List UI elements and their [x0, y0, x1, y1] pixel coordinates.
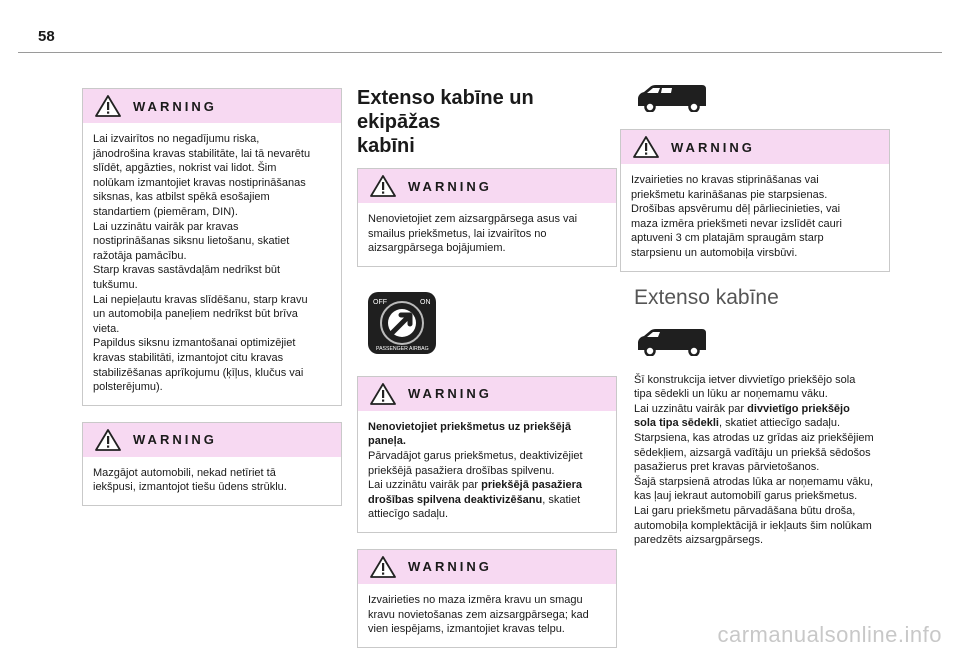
- heading-line: Extenso kabīne un ekipāžas: [357, 87, 534, 133]
- text-line: vien iespējams, izmantojiet kravas telpu.: [368, 623, 565, 636]
- warning-box: [82, 422, 342, 506]
- text-line: Šī konstrukcija ietver divvietīgo priekšējo sola: [634, 373, 856, 386]
- text-line: starpsienu un automobiļa virsbūvi.: [631, 246, 798, 259]
- text-line: Nenovietojiet priekšmetus uz priekšējā: [368, 420, 571, 433]
- warning-title: WARNING: [133, 432, 217, 448]
- passenger-airbag-switch-icon: [367, 291, 437, 355]
- warning-box: [357, 376, 617, 533]
- warning-title: WARNING: [408, 178, 492, 194]
- body-text: [634, 373, 890, 548]
- text-span: , skatiet: [542, 493, 581, 506]
- warning-text: [83, 457, 341, 505]
- page-number: 58: [38, 28, 55, 45]
- section-heading: Extenso kabīne: [634, 285, 779, 309]
- warning-text: [621, 164, 889, 271]
- text-span-bold: sola tipa sēdekli: [634, 417, 719, 430]
- text-line: priekšējā pasažiera drošības spilvenu.: [368, 464, 555, 477]
- airbag-label: PASSENGER AIRBAG: [376, 345, 429, 352]
- text-line: siksnas, kas atbilst spēkā esošajiem: [93, 191, 270, 204]
- warning-title: WARNING: [408, 386, 492, 402]
- text-line: kravu novietošanas zem aizsargpārsega; kad: [368, 608, 589, 621]
- warning-header: [358, 377, 616, 411]
- warning-triangle-icon: [95, 94, 121, 118]
- text-line: iekšpusi, izmantojot tiešu ūdens strūklu.: [93, 481, 287, 494]
- text-line: nolūkam izmantojiet kravas nostiprināšanas: [93, 176, 306, 189]
- text-line: Starpsiena, kas atrodas uz grīdas aiz priekšējiem: [634, 431, 874, 444]
- warning-header: [83, 423, 341, 457]
- text-line: Izvairieties no kravas stiprināšanas vai: [631, 174, 819, 186]
- warning-text: [358, 584, 616, 647]
- warning-triangle-icon: [370, 382, 396, 406]
- text-line: Mazgājot automobili, nekad netīriet tā: [93, 466, 276, 479]
- text-span: , skatiet attiecīgo sadaļu.: [718, 417, 841, 430]
- header-divider: [18, 52, 942, 53]
- warning-header: [83, 89, 341, 123]
- warning-triangle-icon: [95, 428, 121, 452]
- text-line: [368, 493, 606, 508]
- crew-cab-van-icon: [634, 84, 708, 112]
- warning-title: WARNING: [408, 559, 492, 575]
- watermark: carmanualsonline.info: [717, 622, 942, 647]
- warning-title: WARNING: [671, 139, 755, 155]
- text-line: Izvairieties no maza izmēra kravu un smagu: [368, 593, 583, 606]
- text-span-bold: drošības spilvena deaktivizēšanu: [368, 493, 543, 506]
- text-line: Papildus siksnu izmantošanai optimizējiet: [93, 337, 296, 350]
- text-line: smailus priekšmetus, lai izvairītos no: [368, 227, 547, 240]
- text-line: standartiem (piemēram, DIN).: [93, 205, 238, 218]
- column-2: [357, 78, 617, 662]
- text-line: pasažierus pret kravas pārvietošanos.: [634, 461, 820, 474]
- text-line: tukšumu.: [93, 278, 138, 291]
- text-line: vieta.: [93, 322, 120, 335]
- text-line: Starp kravas sastāvdaļām nedrīkst būt: [93, 264, 281, 277]
- text-line: Šajā starpsienā atrodas lūka ar noņemamu vāku,: [634, 475, 874, 488]
- text-line: un automobiļa paneļiem nedrīkst būt brīva: [93, 308, 298, 321]
- warning-text: [358, 411, 616, 532]
- text-line: Nenovietojiet zem aizsargpārsega asus vai: [368, 213, 578, 225]
- text-line: Drošības apsvērumu dēļ pārliecinieties, vai: [631, 203, 841, 216]
- text-line: automobiļa komplektācijā ir iekļauts šim nolūkam: [634, 519, 872, 532]
- warning-box: [82, 88, 342, 406]
- text-line: stabilizēšanas aprīkojumu (ķīļus, klučus vai: [93, 366, 304, 379]
- text-line: aptuveni 3 cm platajām spraugām starp: [631, 232, 824, 245]
- warning-triangle-icon: [370, 174, 396, 198]
- text-line: aizsargpārsega bojājumiem.: [368, 242, 506, 255]
- text-span-bold: priekšējā pasažiera: [481, 479, 583, 492]
- text-line: Pārvadājot garus priekšmetus, deaktivizējiet: [368, 449, 583, 462]
- text-line: Lai uzzinātu vairāk par kravas: [93, 220, 239, 233]
- text-line: [368, 478, 606, 493]
- airbag-off-label: OFF: [373, 298, 387, 306]
- warning-header: [358, 550, 616, 584]
- text-line: [634, 402, 890, 417]
- warning-triangle-icon: [633, 135, 659, 159]
- column-3: [620, 78, 890, 548]
- text-line: kravas stabilitāti, izmantojot citu kravas: [93, 351, 284, 364]
- warning-triangle-icon: [370, 555, 396, 579]
- text-line: Lai nepieļautu kravas slīdēšanu, starp kravu: [93, 293, 308, 306]
- column-1: [82, 88, 342, 520]
- text-line: paneļa.: [368, 435, 406, 448]
- warning-text: [83, 123, 341, 405]
- section-heading: [357, 86, 617, 158]
- airbag-on-label: ON: [420, 298, 431, 306]
- text-line: Lai izvairītos no negadījumu riska,: [93, 133, 260, 145]
- text-span-bold: divvietīgo priekšējo: [747, 402, 850, 415]
- warning-box: [620, 129, 890, 272]
- text-line: jānodrošina kravas stabilitāte, lai tā nevarētu: [93, 147, 311, 160]
- text-span: Lai uzzinātu vairāk par: [368, 479, 482, 492]
- text-line: Lai garu priekšmetu pārvadāšana būtu droša,: [634, 504, 856, 517]
- text-line: kas ļauj iekraut automobilī garus priekšmetus.: [634, 490, 858, 503]
- text-line: [634, 416, 890, 431]
- text-line: nostiprināšanas siksnu lietošanu, skatiet: [93, 235, 290, 248]
- warning-header: [358, 169, 616, 203]
- text-line: maza izmēra priekšmeti nevar izslīdēt cauri: [631, 217, 842, 230]
- text-line: tipa sēdekli un lūku ar noņemamu vāku.: [634, 388, 828, 401]
- text-line: sēdekļiem, aizsargā vadītāju un priekšā sēdošos: [634, 446, 871, 459]
- text-line: paredzēts aizsargpārsegs.: [634, 534, 764, 547]
- text-line: ražotāja pamācību.: [93, 249, 187, 262]
- text-line: polsterējumu).: [93, 381, 163, 394]
- heading-line: kabīni: [357, 135, 415, 157]
- warning-title: WARNING: [133, 98, 217, 114]
- warning-box: [357, 549, 617, 648]
- text-span: Lai uzzinātu vairāk par: [634, 402, 748, 415]
- text-line: slīdēt, apgāzties, nokrist vai lidot. Šim: [93, 162, 277, 175]
- warning-box: [357, 168, 617, 267]
- warning-header: [621, 130, 889, 164]
- cab-van-icon: [634, 328, 708, 356]
- text-line: attiecīgo sadaļu.: [368, 508, 449, 521]
- text-line: priekšmetu karināšanas pie starpsienas.: [631, 188, 828, 201]
- warning-text: [358, 203, 616, 266]
